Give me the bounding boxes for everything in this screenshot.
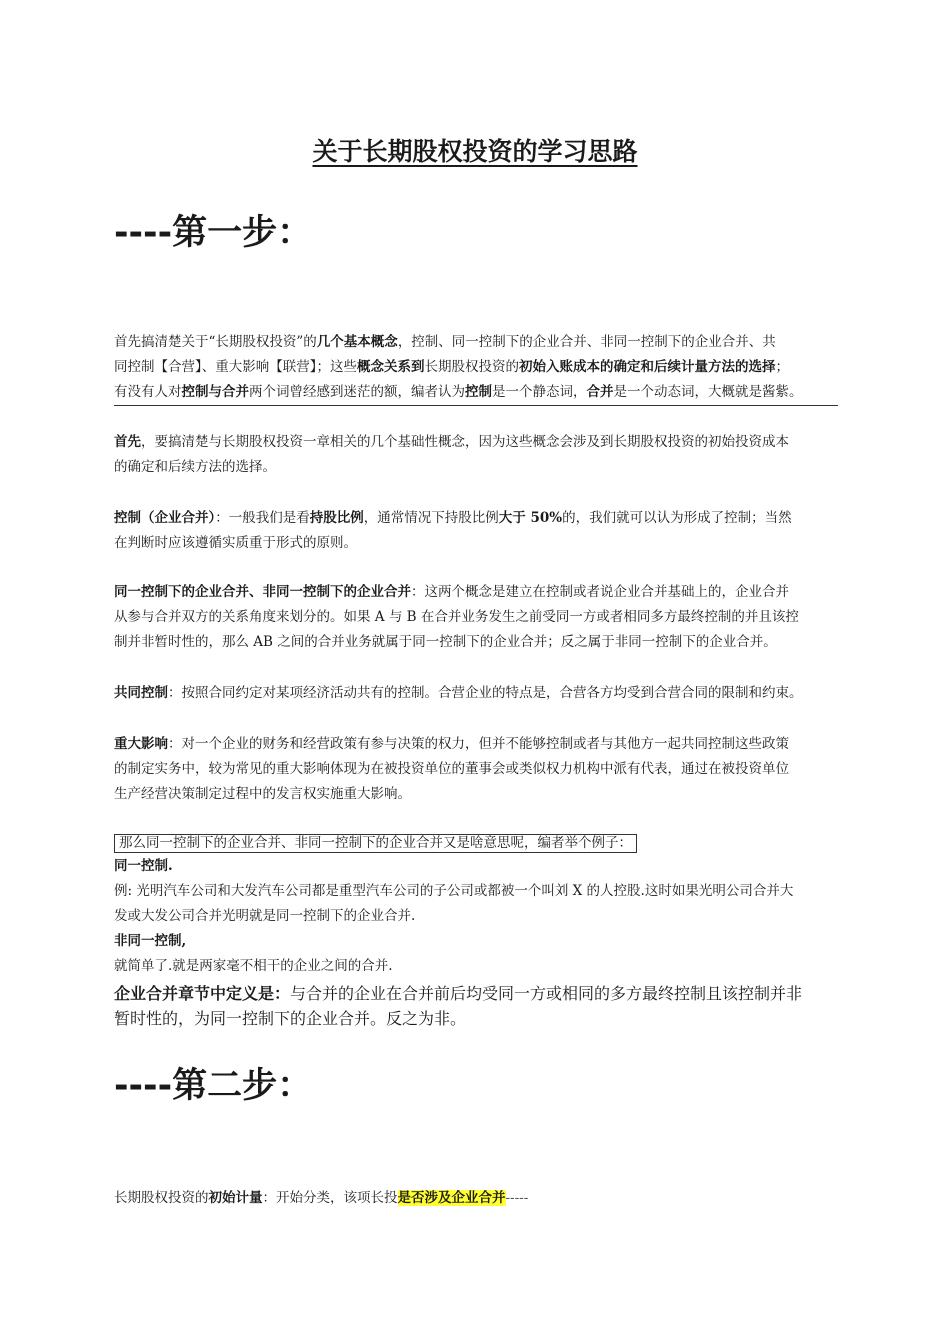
- intro-line-2: [114, 355, 838, 380]
- same-control-lead: 同一控制下的企业合并、非同一控制下的企业合并: [114, 584, 411, 600]
- intro-line-1: [114, 330, 838, 355]
- same-control-line-2: 从参与合并双方的关系角度来划分的。如果 A 与 B 在合并业务发生之前受同一方或者相同多方最终控制的并且该控: [114, 609, 799, 625]
- intro-l1-segment: 首先搞清楚关于“长期股权投资”的: [114, 334, 317, 350]
- example-heading-same: 同一控制.: [114, 858, 173, 874]
- intro-l3-segment: 控制与合并: [181, 384, 249, 400]
- step-one-heading: ----第一步：: [114, 213, 313, 253]
- example-line-2: 发或大发公司合并光明就是同一控制下的企业合并.: [114, 908, 416, 924]
- control-text-c: ，通常情况下持股比例: [363, 510, 499, 526]
- control-line-2: 在判断时应该遵循实质重于形式的原则。: [114, 535, 357, 551]
- significant-influence-line-3: 生产经营决策制定过程中的发言权实施重大影响。: [114, 786, 411, 802]
- initial-measurement-bold: 初始计量: [208, 1190, 263, 1206]
- example-line-3: 就简单了.就是两家毫不相干的企业之间的合并.: [114, 958, 393, 974]
- intro-l3-segment: 有没有人对: [114, 384, 182, 400]
- intro-l2-segment: 概念关系到: [357, 359, 425, 375]
- intro-l3-segment: 是一个静态词，: [492, 384, 587, 400]
- control-text-a: ：一般我们是看: [215, 510, 310, 526]
- first-line-1: ，要搞清楚与长期股权投资一章相关的几个基础性概念，因为这些概念会涉及到长期股权投资的初始投资成本: [141, 434, 789, 450]
- intro-l3-segment: 两个词曾经感到迷茫的额，编者认为: [249, 384, 465, 400]
- page-title: 关于长期股权投资的学习思路: [312, 137, 638, 166]
- control-bold-2: 大于 50%: [498, 510, 563, 526]
- initial-text-c: ：开始分类，该项长投: [262, 1190, 398, 1206]
- initial-text-a: 长期股权投资的: [114, 1190, 209, 1206]
- joint-control-lead: 共同控制: [114, 685, 168, 701]
- intro-l2-segment: 初始入账成本的确定和后续计量方法的选择: [519, 359, 776, 375]
- definition-paragraph: [114, 981, 838, 1031]
- joint-control-line-1: ：按照合同约定对某项经济活动共有的控制。合营企业的特点是，合营各方均受到合营合同的限制和约束。: [168, 685, 803, 701]
- first-paragraph: [114, 430, 838, 480]
- significant-influence-lead: 重大影响: [114, 736, 168, 752]
- initial-measurement-line: [114, 1186, 838, 1211]
- example-heading-different: 非同一控制,: [114, 933, 187, 949]
- first-line-2: 的确定和后续方法的选择。: [114, 459, 276, 475]
- merger-highlight: 是否涉及企业合并: [397, 1190, 506, 1206]
- intro-l2-segment: ；: [775, 359, 789, 375]
- control-paragraph: [114, 506, 838, 556]
- joint-control-paragraph: [114, 681, 838, 706]
- first-lead: 首先: [114, 434, 141, 450]
- intro-l2-segment: 长期股权投资的: [424, 359, 519, 375]
- intro-line-3: [114, 380, 838, 406]
- example-section: [114, 854, 838, 979]
- step-two-heading: ----第二步：: [114, 1066, 313, 1106]
- control-bold-1: 持股比例: [309, 510, 364, 526]
- intro-l1-segment: 几个基本概念: [316, 334, 398, 350]
- significant-influence-line-2: 的制定实务中，较为常见的重大影响体现为在被投资单位的董事会或类似权力机构中派有代表，通过在被投资单位: [114, 761, 789, 777]
- intro-l2-segment: 同控制【合营】、重大影响【联营】；这些: [114, 359, 357, 375]
- intro-l3-segment: 控制: [465, 384, 492, 400]
- intro-l3-segment: 是一个动态词，大概就是酱紫。: [613, 384, 803, 400]
- same-control-line-1: ：这两个概念是建立在控制或者说企业合并基础上的，企业合并: [411, 584, 789, 600]
- definition-line-2: 暂时性的，为同一控制下的企业合并。反之为非。: [114, 1009, 467, 1028]
- same-control-line-3: 制并非暂时性的，那么 AB 之间的合并业务就属于同一控制下的企业合并；反之属于非同一控制下的企业合并。: [114, 634, 777, 650]
- control-text-d: 的，我们就可以认为形成了控制；当然: [562, 510, 792, 526]
- example-line-1: 例: 光明汽车公司和大发汽车公司都是重型汽车公司的子公司或都被一个叫刘 X 的人控股.这时如果光明公司合并大: [114, 883, 794, 899]
- definition-lead: 企业合并章节中定义是：: [114, 984, 291, 1003]
- significant-influence-line-1: ：对一个企业的财务和经营政策有参与决策的权力，但并不能够控制或者与其他方一起共同控制这些政策: [168, 736, 789, 752]
- intro-l1-segment: ，控制、同一控制下的企业合并、非同一控制下的企业合并、共: [397, 334, 776, 350]
- control-lead: 控制（企业合并）: [114, 510, 216, 526]
- same-control-paragraph: [114, 580, 838, 655]
- significant-influence-paragraph: [114, 732, 838, 807]
- trailing-dashes: -----: [505, 1190, 529, 1206]
- intro-paragraph: [114, 330, 838, 406]
- definition-line-1: 与合并的企业在合并前后均受同一方或相同的多方最终控制且该控制并非: [290, 984, 803, 1003]
- example-question-box: 那么同一控制下的企业合并、非同一控制下的企业合并又是啥意思呢，编者举个例子：: [114, 834, 637, 853]
- intro-l3-segment: 合并: [586, 384, 614, 400]
